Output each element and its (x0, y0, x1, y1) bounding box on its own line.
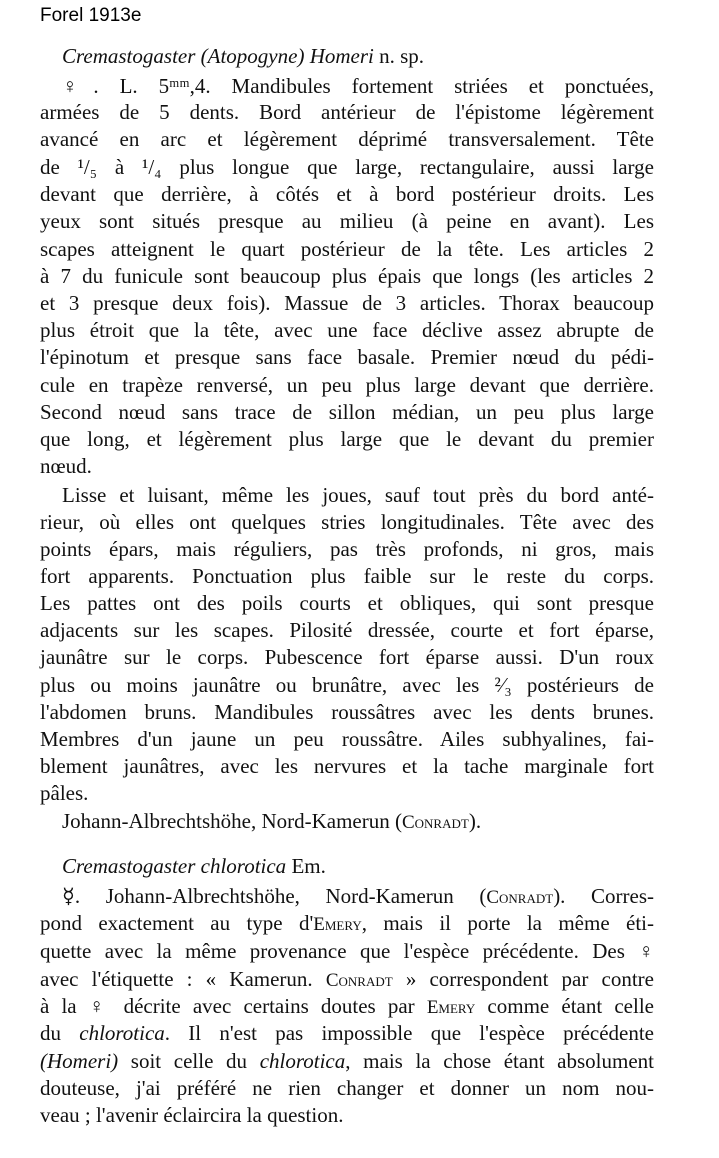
description-line: scapes atteignent le quart postérieur de la tête. Les articles 2 (40, 237, 654, 261)
text-segment: , mais il porte la même éti- (361, 911, 654, 935)
sculpture-line: blement jaunâtres, avec les nervures et la tache marginale fort (40, 754, 654, 778)
species-name: Homeri (309, 44, 374, 68)
description-line: avancé en arc et légèrement déprimé transversalement. Tête (40, 127, 654, 151)
description-line: Second nœud sans trace de sillon médian, un peu plus large (40, 400, 654, 424)
author-name: Emery (313, 914, 362, 935)
species-title-chlorotica (62, 853, 654, 879)
description-line: plus étroit que la tête, avec une face déclive assez abrupte de (40, 318, 654, 342)
subgenus-name: (Atopogyne) (200, 44, 305, 68)
sculpture-line: adjacents sur les scapes. Pilosité dressée, courte et fort éparse, (40, 618, 654, 642)
chlorotica-line (40, 966, 654, 992)
sculpture-line: points épars, mais réguliers, pas très profonds, ni gros, mais (40, 537, 654, 561)
description-line: cule en trapèze renversé, un peu plus large devant que derrière. (40, 373, 654, 397)
genus-name: Cremastogaster (62, 44, 196, 68)
sculpture-line: fort apparents. Ponctuation plus faible sur le reste du corps. (40, 564, 654, 588)
sculpture-line: Lisse et luisant, même les joues, sauf tout près du bord anté- (62, 483, 654, 507)
description-line: armées de 5 dents. Bord antérieur de l'épistome légèrement (40, 100, 654, 124)
collector-name: Conradt (325, 970, 393, 991)
chlorotica-line: douteuse, j'ai préféré ne rien changer et donner un nom nou- (40, 1076, 654, 1100)
species-name: chlorotica (79, 1021, 165, 1045)
description-line: à 7 du funicule sont beaucoup plus épais que longs (les articles 2 (40, 264, 654, 288)
species-name: (Homeri) (40, 1049, 119, 1073)
description-line: de ¹/₅ à ¹/₄ plus longue que large, rectangulaire, aussi large (40, 155, 654, 179)
description-line: yeux sont situés presque au milieu (à peine en avant). Les (40, 209, 654, 233)
sculpture-line: Membres d'un jaune un peu roussâtre. Ailes subhyalines, fai- (40, 727, 654, 751)
locality-line (62, 808, 654, 834)
sculpture-line: l'abdomen bruns. Mandibules roussâtres avec les dents brunes. (40, 700, 654, 724)
description-line: devant que derrière, à côtés et à bord postérieur droits. Les (40, 182, 654, 206)
text-segment: , mais la chose étant absolument (345, 1049, 654, 1073)
species-title-homeri (62, 43, 654, 69)
text-segment: avec l'étiquette : « Kamerun. (40, 967, 326, 991)
text-segment: » correspondent par contre (392, 967, 654, 991)
text-segment: pond exactement au type d' (40, 911, 314, 935)
text-segment: ☿. Johann-Albrechtshöhe, Nord-Kamerun ( (62, 884, 487, 908)
text-segment: soit celle du (118, 1049, 260, 1073)
chlorotica-line: veau ; l'avenir éclaircira la question. (40, 1103, 344, 1127)
sculpture-line: rieur, où elles ont quelques stries longitudinales. Tête avec des (40, 510, 654, 534)
text-segment: à la ♀ décrite avec certains doutes par (40, 994, 427, 1018)
species-author: Em. (286, 854, 326, 878)
species-name: Cremastogaster chlorotica (62, 854, 287, 878)
chlorotica-line (40, 1020, 654, 1046)
collector-name: Conradt (401, 812, 469, 833)
locality-close: ). (468, 809, 482, 833)
chlorotica-line (40, 993, 654, 1019)
collector-name: Conradt (486, 887, 554, 908)
description-line: ♀. L. 5ᵐᵐ,4. Mandibules fortement striées et ponctuées, (62, 74, 654, 98)
description-line: que long, et légèrement plus large que le devant du premier (40, 427, 654, 451)
source-header: Forel 1913e (40, 5, 142, 26)
new-species-marker: n. sp. (373, 44, 425, 68)
chlorotica-line (40, 910, 654, 936)
sculpture-line: jaunâtre sur le corps. Pubescence fort éparse aussi. D'un roux (40, 645, 654, 669)
text-segment: comme étant celle (475, 994, 654, 1018)
chlorotica-line (62, 883, 654, 909)
locality-text: Johann-Albrechtshöhe, Nord-Kamerun ( (62, 809, 402, 833)
chlorotica-line: quette avec la même provenance que l'espèce précédente. Des ♀ (40, 939, 654, 963)
species-name: chlorotica (259, 1049, 346, 1073)
text-segment: ). Corres- (553, 884, 654, 908)
sculpture-line: plus ou moins jaunâtre ou brunâtre, avec les ²⁄₃ postérieurs de (40, 673, 654, 697)
description-line: l'épinotum et presque sans face basale. Premier nœud du pédi- (40, 345, 654, 369)
chlorotica-line (40, 1048, 654, 1074)
text-segment: du (40, 1021, 80, 1045)
description-line: nœud. (40, 454, 92, 478)
sculpture-line: pâles. (40, 781, 89, 805)
text-segment: . Il n'est pas impossible que l'espèce précédente (164, 1021, 655, 1045)
description-line: et 3 presque deux fois). Massue de 3 articles. Thorax beaucoup (40, 291, 654, 315)
sculpture-line: Les pattes ont des poils courts et obliques, qui sont presque (40, 591, 654, 615)
author-name: Emery (426, 997, 476, 1018)
